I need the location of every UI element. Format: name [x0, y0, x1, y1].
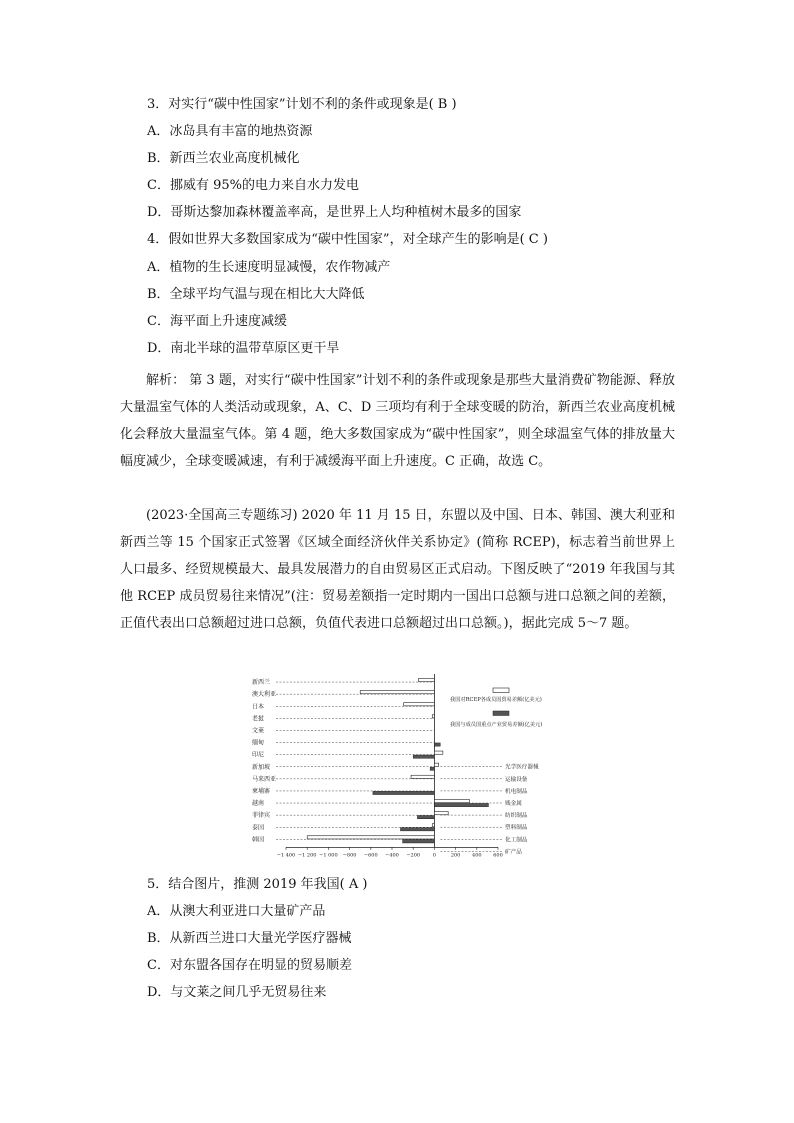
category-label: 澳大利亚	[252, 691, 277, 699]
intro-text: (2023·全国高三专题练习) 2020 年 11 月 15 日，东盟以及中国、日本、韩国、澳大利亚和新西兰等 15 个国家正式签署《区域全面经济伙伴关系协定》(简称 RCEP)，标志着当前世界上人口最多、经贸规模最大、最具发展潜力的自由贸易区正式启动。下图反映了“2019 年我国与其他 RCEP 成员贸易往来情况”(注：贸易差额指一定时期内一国出口总额与进口总额之间的差额，正值代表出口总额超过进口总额，负值代表进口总额超过出口总额。)，据此完成 5～7 题。	[120, 508, 675, 631]
bar-trade-balance	[432, 715, 434, 718]
q5-option-b: B．从新西兰进口大量光学医疗器械	[147, 931, 352, 946]
x-tick-label: −800	[342, 852, 357, 859]
category-label: 柬埔寨	[252, 787, 271, 795]
category-label: 缅甸	[252, 739, 265, 747]
category-label: 韩国	[252, 836, 265, 844]
bar-trade-balance	[404, 703, 435, 706]
industry-label: 光学医疗器械	[505, 764, 539, 771]
x-tick-label: −1 400	[276, 852, 296, 859]
bar-trade-balance	[434, 799, 469, 802]
industry-label: 纺织制品	[505, 813, 528, 820]
x-tick-label: 0	[432, 852, 436, 859]
x-tick-label: −200	[406, 852, 421, 859]
bar-trade-balance	[434, 763, 438, 766]
q4-stem: 4．假如世界大多数国家成为“碳中性国家”，对全球产生的影响是( C )	[147, 232, 548, 247]
bar-industry-balance	[417, 816, 434, 819]
q3-option-b: B．新西兰农业高度机械化	[147, 151, 300, 166]
x-tick-label: −1 000	[319, 852, 338, 859]
bar-industry-balance	[434, 803, 488, 806]
category-label: 文莱	[252, 727, 265, 735]
category-label: 泰国	[252, 824, 265, 832]
q4-option-d: D．南北半球的温带草原区更干旱	[147, 341, 340, 356]
category-label: 新西兰	[252, 679, 271, 687]
industry-label: 贱金属	[505, 801, 522, 807]
legend-swatch-trade	[493, 688, 509, 693]
q5-option-d: D．与文莱之间几乎无贸易往来	[147, 985, 327, 1000]
q3-stem: 3．对实行“碳中性国家”计划不利的条件或现象是( B )	[147, 97, 457, 112]
q5-option-c: C．对东盟各国存在明显的贸易顺差	[147, 958, 352, 973]
category-label: 马来西亚	[252, 775, 277, 783]
category-label: 日本	[252, 703, 265, 711]
x-tick-label: 600	[493, 852, 503, 859]
industry-label: 运输设备	[505, 776, 528, 783]
bar-industry-balance	[403, 840, 435, 843]
category-label: 印尼	[252, 751, 265, 759]
legend-label-trade: 我国对RCEP各成员国贸易差额(亿美元)	[450, 697, 542, 703]
q4-option-c: C．海平面上升速度减缓	[147, 314, 287, 329]
q3-option-d: D．哥斯达黎加森林覆盖率高，是世界上人均种植树木最多的国家	[147, 205, 522, 220]
x-tick-label: −1 200	[297, 852, 317, 859]
category-label: 老挝	[252, 715, 265, 723]
q3-option-c: C．挪威有 95%的电力来自水力发电	[147, 178, 359, 193]
industry-label: 化工制品	[505, 837, 528, 844]
bar-trade-balance	[434, 751, 442, 754]
q4-option-b: B．全球平均气温与现在相比大大降低	[147, 287, 365, 302]
industry-label: 机电制品	[505, 788, 528, 795]
analysis-text: 解析： 第 3 题，对实行“碳中性国家”计划不利的条件或现象是那些大量消费矿物能源、释放大量温室气体的人类活动或现象，A、C、D 三项均有利于全球变暖的防治，新西兰农业高度机械化会释放大量温室气体。第 4 题，绝大多数国家成为“碳中性国家”，则全球温室气体的排放量大幅度减少，全球变暖减速，有利于减缓海平面上升速度。C 正确，故选 C。	[120, 373, 675, 469]
bar-trade-balance	[434, 812, 448, 815]
bar-industry-balance	[434, 743, 440, 746]
x-tick-label: −400	[385, 852, 399, 859]
legend-swatch-industry	[493, 711, 509, 716]
legend-label-industry: 我国与成员国重点产业贸易差额(亿美元)	[450, 722, 543, 728]
bar-trade-balance	[411, 775, 434, 778]
category-label: 菲律宾	[252, 812, 271, 820]
bar-industry-balance	[413, 755, 434, 758]
x-tick-label: 400	[472, 852, 482, 859]
x-tick-label: 200	[450, 852, 461, 859]
bar-trade-balance	[432, 824, 434, 827]
analysis-paragraph	[120, 367, 675, 475]
industry-label: 矿产品	[505, 849, 522, 856]
industry-label: 塑料制品	[505, 825, 528, 832]
intro-paragraph	[120, 502, 675, 637]
bar-trade-balance	[360, 691, 434, 694]
bar-industry-balance	[400, 828, 434, 831]
bar-industry-balance	[373, 791, 434, 794]
trade-balance-chart	[250, 670, 570, 865]
q5-option-a: A．从澳大利亚进口大量矿产品	[147, 904, 326, 919]
bar-trade-balance	[419, 678, 435, 681]
category-label: 越南	[252, 800, 265, 808]
q3-option-a: A．冰岛具有丰富的地热资源	[147, 124, 313, 139]
bar-industry-balance	[430, 767, 434, 770]
category-label: 新加坡	[252, 763, 271, 771]
x-tick-label: −600	[363, 852, 378, 859]
bar-trade-balance	[307, 836, 434, 839]
q4-option-a: A．植物的生长速度明显减慢，农作物减产	[147, 260, 391, 275]
q5-stem: 5．结合图片，推测 2019 年我国( A )	[147, 877, 368, 892]
